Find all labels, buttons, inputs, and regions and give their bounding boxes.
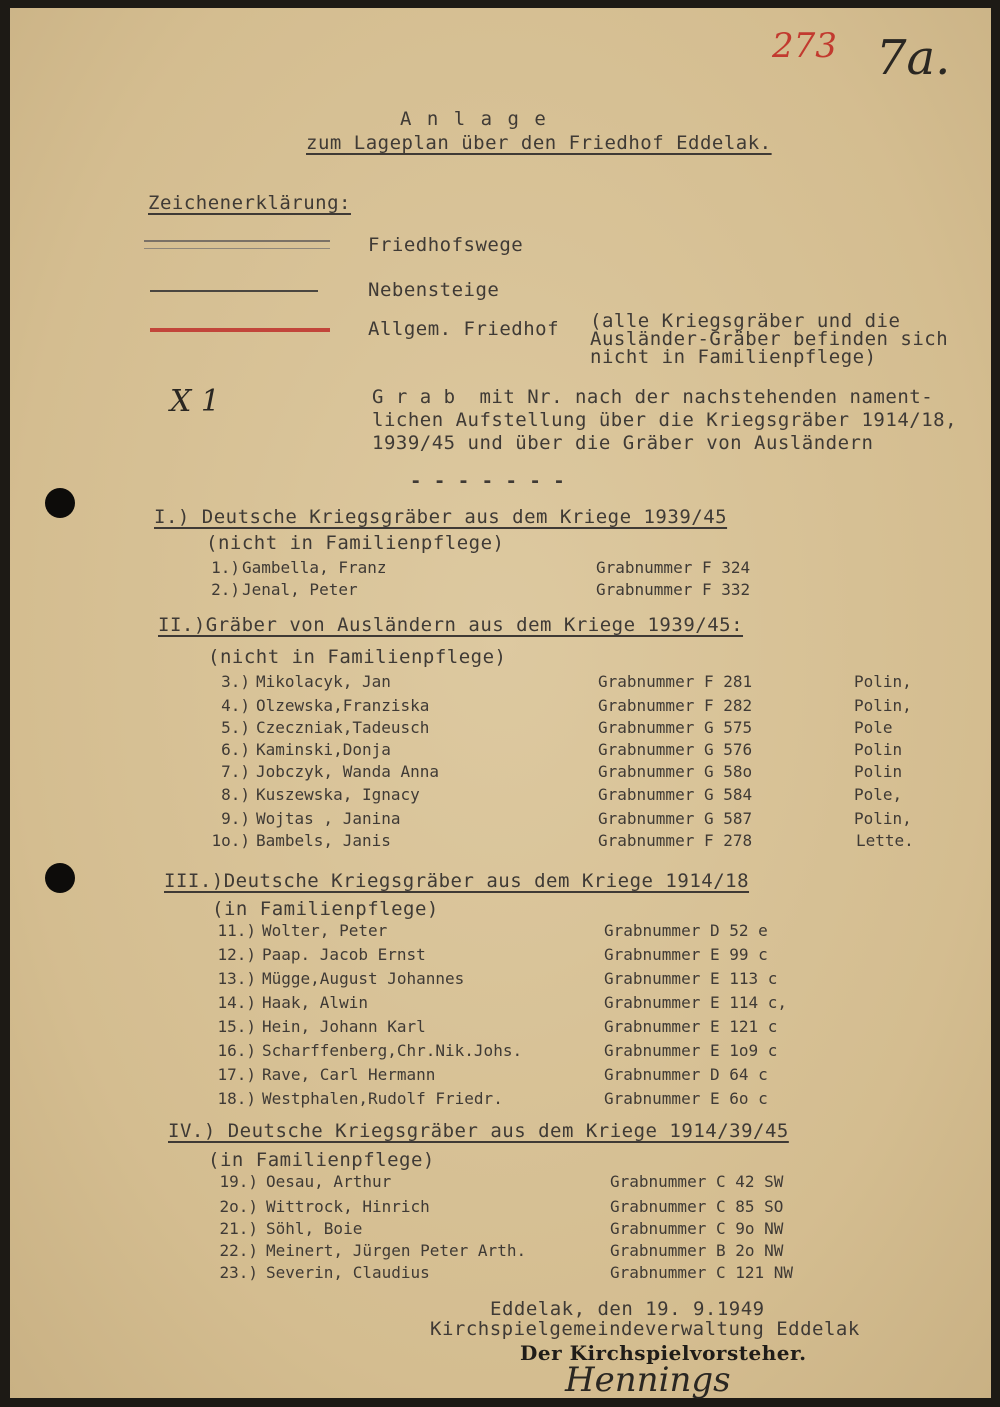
entry-grave-number: Grabnummer C 121 NW	[610, 1263, 794, 1282]
punch-hole-top	[45, 488, 75, 518]
list-item	[10, 762, 970, 786]
section-2-heading: II.)Gräber von Ausländern aus dem Kriege 1939/45:	[158, 614, 744, 636]
punch-hole-bottom	[45, 863, 75, 893]
entry-number: 9.)	[221, 809, 250, 828]
entry-number: 4.)	[221, 696, 250, 715]
entry-grave-number: Grabnummer E 121 c	[604, 1017, 778, 1036]
entry-number: 3.)	[221, 672, 250, 691]
entry-number: 15.)	[217, 1017, 256, 1036]
entry-number: 2.)	[211, 580, 240, 599]
legend-label-friedhofswege: Friedhofswege	[368, 234, 524, 256]
entry-name: Paap. Jacob Ernst	[262, 945, 426, 964]
entry-name: Gambella, Franz	[242, 558, 387, 577]
section-2-note: (nicht in Familienpflege)	[208, 646, 507, 668]
entry-grave-number: Grabnummer C 85 SO	[610, 1197, 784, 1216]
entry-name: Jenal, Peter	[242, 580, 358, 599]
entry-name: Haak, Alwin	[262, 993, 368, 1012]
list-item	[10, 1089, 970, 1113]
entry-name: Hein, Johann Karl	[262, 1017, 426, 1036]
entry-grave-number: Grabnummer F 278	[598, 831, 753, 850]
legend-line-friedhofswege-2	[144, 248, 330, 249]
section-4-note: (in Familienpflege)	[208, 1149, 435, 1171]
entry-number: 16.)	[217, 1041, 256, 1060]
entry-number: 21.)	[219, 1219, 258, 1238]
entry-number: 7.)	[221, 762, 250, 781]
entry-number: 22.)	[219, 1241, 258, 1260]
legend-heading: Zeichenerklärung:	[148, 192, 351, 214]
entry-name: Westphalen,Rudolf Friedr.	[262, 1089, 503, 1108]
entry-number: 13.)	[217, 969, 256, 988]
section-3-heading: III.)Deutsche Kriegsgräber aus dem Kriege 1914/18	[164, 870, 750, 892]
legend-line-allgem-friedhof	[150, 328, 330, 332]
document-title: A n l a g e	[400, 108, 548, 130]
entry-name: Kuszewska, Ignacy	[256, 785, 420, 804]
entry-name: Oesau, Arthur	[266, 1172, 392, 1191]
entry-nationality: Polin,	[854, 809, 912, 828]
entry-name: Wittrock, Hinrich	[266, 1197, 430, 1216]
entry-name: Söhl, Boie	[266, 1219, 363, 1238]
entry-nationality: Polin,	[854, 672, 912, 691]
grave-text-line-3: 1939/45 und über die Gräber von Ausländern	[372, 432, 874, 454]
list-item	[10, 1017, 970, 1041]
entry-number: 17.)	[217, 1065, 256, 1084]
entry-nationality: Polin	[854, 762, 903, 781]
list-item	[10, 696, 970, 720]
legend-label-nebensteige: Nebensteige	[368, 279, 500, 301]
list-item	[10, 558, 970, 582]
entry-number: 2o.)	[219, 1197, 258, 1216]
list-item	[10, 1065, 970, 1089]
grave-text-line-1: G r a b mit Nr. nach der nachstehenden nament-	[372, 386, 934, 408]
entry-grave-number: Grabnummer G 576	[598, 740, 753, 759]
entry-number: 8.)	[221, 785, 250, 804]
document-sheet	[10, 8, 991, 1398]
list-item	[10, 785, 970, 809]
entry-name: Severin, Claudius	[266, 1263, 430, 1282]
sheet-mark: 7a.	[876, 30, 951, 86]
entry-number: 1.)	[211, 558, 240, 577]
entry-number: 19.)	[219, 1172, 258, 1191]
entry-nationality: Pole	[854, 718, 893, 737]
entry-number: 1o.)	[211, 831, 250, 850]
list-item	[10, 809, 970, 833]
entry-nationality: Polin	[854, 740, 903, 759]
legend-line-nebensteige	[150, 290, 318, 292]
legend-label-allgem-friedhof: Allgem. Friedhof	[368, 318, 560, 340]
entry-grave-number: Grabnummer C 42 SW	[610, 1172, 784, 1191]
list-item	[10, 1263, 970, 1287]
entry-number: 18.)	[217, 1089, 256, 1108]
legend-note-line-3: nicht in Familienpflege)	[590, 346, 877, 368]
entry-grave-number: Grabnummer G 587	[598, 809, 753, 828]
entry-name: Olzewska,Franziska	[256, 696, 430, 715]
entry-grave-number: Grabnummer G 575	[598, 718, 753, 737]
list-item	[10, 1041, 970, 1065]
entry-name: Jobczyk, Wanda Anna	[256, 762, 440, 781]
entry-grave-number: Grabnummer F 282	[598, 696, 753, 715]
entry-grave-number: Grabnummer F 324	[596, 558, 751, 577]
entry-name: Wolter, Peter	[262, 921, 388, 940]
list-item	[10, 580, 970, 604]
list-item	[10, 740, 970, 764]
entry-name: Wojtas , Janina	[256, 809, 401, 828]
place-date: Eddelak, den 19. 9.1949	[490, 1298, 765, 1320]
list-item	[10, 672, 970, 696]
entry-number: 12.)	[217, 945, 256, 964]
entry-grave-number: Grabnummer E 114 c,	[604, 993, 788, 1012]
entry-grave-number: Grabnummer E 6o c	[604, 1089, 768, 1108]
signature: Hennings	[565, 1360, 731, 1400]
entry-nationality: Pole,	[854, 785, 903, 804]
issuing-authority: Kirchspielgemeindeverwaltung Eddelak	[430, 1318, 860, 1340]
official-stamp: Der Kirchspielvorsteher.	[520, 1341, 807, 1365]
grave-symbol: X 1	[170, 384, 220, 419]
entry-grave-number: Grabnummer B 2o NW	[610, 1241, 784, 1260]
entry-name: Meinert, Jürgen Peter Arth.	[266, 1241, 527, 1260]
entry-grave-number: Grabnummer G 584	[598, 785, 753, 804]
legend-line-friedhofswege	[144, 240, 330, 242]
entry-nationality: Lette.	[856, 831, 914, 850]
entry-grave-number: Grabnummer G 58o	[598, 762, 753, 781]
list-item	[10, 1172, 970, 1196]
archive-number: 273	[772, 26, 837, 66]
entry-name: Kaminski,Donja	[256, 740, 391, 759]
list-item	[10, 969, 970, 993]
entry-name: Rave, Carl Hermann	[262, 1065, 436, 1084]
list-item	[10, 945, 970, 969]
section-1-heading: I.) Deutsche Kriegsgräber aus dem Kriege 1939/45	[154, 506, 728, 528]
entry-name: Mügge,August Johannes	[262, 969, 465, 988]
grave-text-line-2: lichen Aufstellung über die Kriegsgräber 1914/18,	[372, 409, 958, 431]
list-item	[10, 921, 970, 945]
entry-number: 14.)	[217, 993, 256, 1012]
list-item	[10, 831, 970, 855]
entry-grave-number: Grabnummer D 64 c	[604, 1065, 768, 1084]
entry-number: 23.)	[219, 1263, 258, 1282]
entry-number: 11.)	[217, 921, 256, 940]
list-item	[10, 718, 970, 742]
entry-name: Scharffenberg,Chr.Nik.Johs.	[262, 1041, 523, 1060]
section-divider: - - - - - - -	[410, 470, 566, 492]
entry-grave-number: Grabnummer F 281	[598, 672, 753, 691]
document-subtitle: zum Lageplan über den Friedhof Eddelak.	[306, 132, 772, 154]
section-1-note: (nicht in Familienpflege)	[206, 532, 505, 554]
entry-name: Bambels, Janis	[256, 831, 391, 850]
section-3-note: (in Familienpflege)	[212, 898, 439, 920]
entry-nationality: Polin,	[854, 696, 912, 715]
list-item	[10, 1241, 970, 1265]
list-item	[10, 1219, 970, 1243]
entry-grave-number: Grabnummer C 9o NW	[610, 1219, 784, 1238]
list-item	[10, 1197, 970, 1221]
section-4-heading: IV.) Deutsche Kriegsgräber aus dem Kriege 1914/39/45	[168, 1120, 789, 1142]
legend-note-line-1: (alle Kriegsgräber und die	[590, 310, 901, 332]
entry-grave-number: Grabnummer E 113 c	[604, 969, 778, 988]
entry-name: Czeczniak,Tadeusch	[256, 718, 430, 737]
entry-grave-number: Grabnummer E 99 c	[604, 945, 768, 964]
entry-grave-number: Grabnummer D 52 e	[604, 921, 768, 940]
legend-note-line-2: Ausländer-Gräber befinden sich	[590, 328, 949, 350]
entry-grave-number: Grabnummer E 1o9 c	[604, 1041, 778, 1060]
entry-grave-number: Grabnummer F 332	[596, 580, 751, 599]
entry-name: Mikolacyk, Jan	[256, 672, 391, 691]
entry-number: 5.)	[221, 718, 250, 737]
entry-number: 6.)	[221, 740, 250, 759]
list-item	[10, 993, 970, 1017]
